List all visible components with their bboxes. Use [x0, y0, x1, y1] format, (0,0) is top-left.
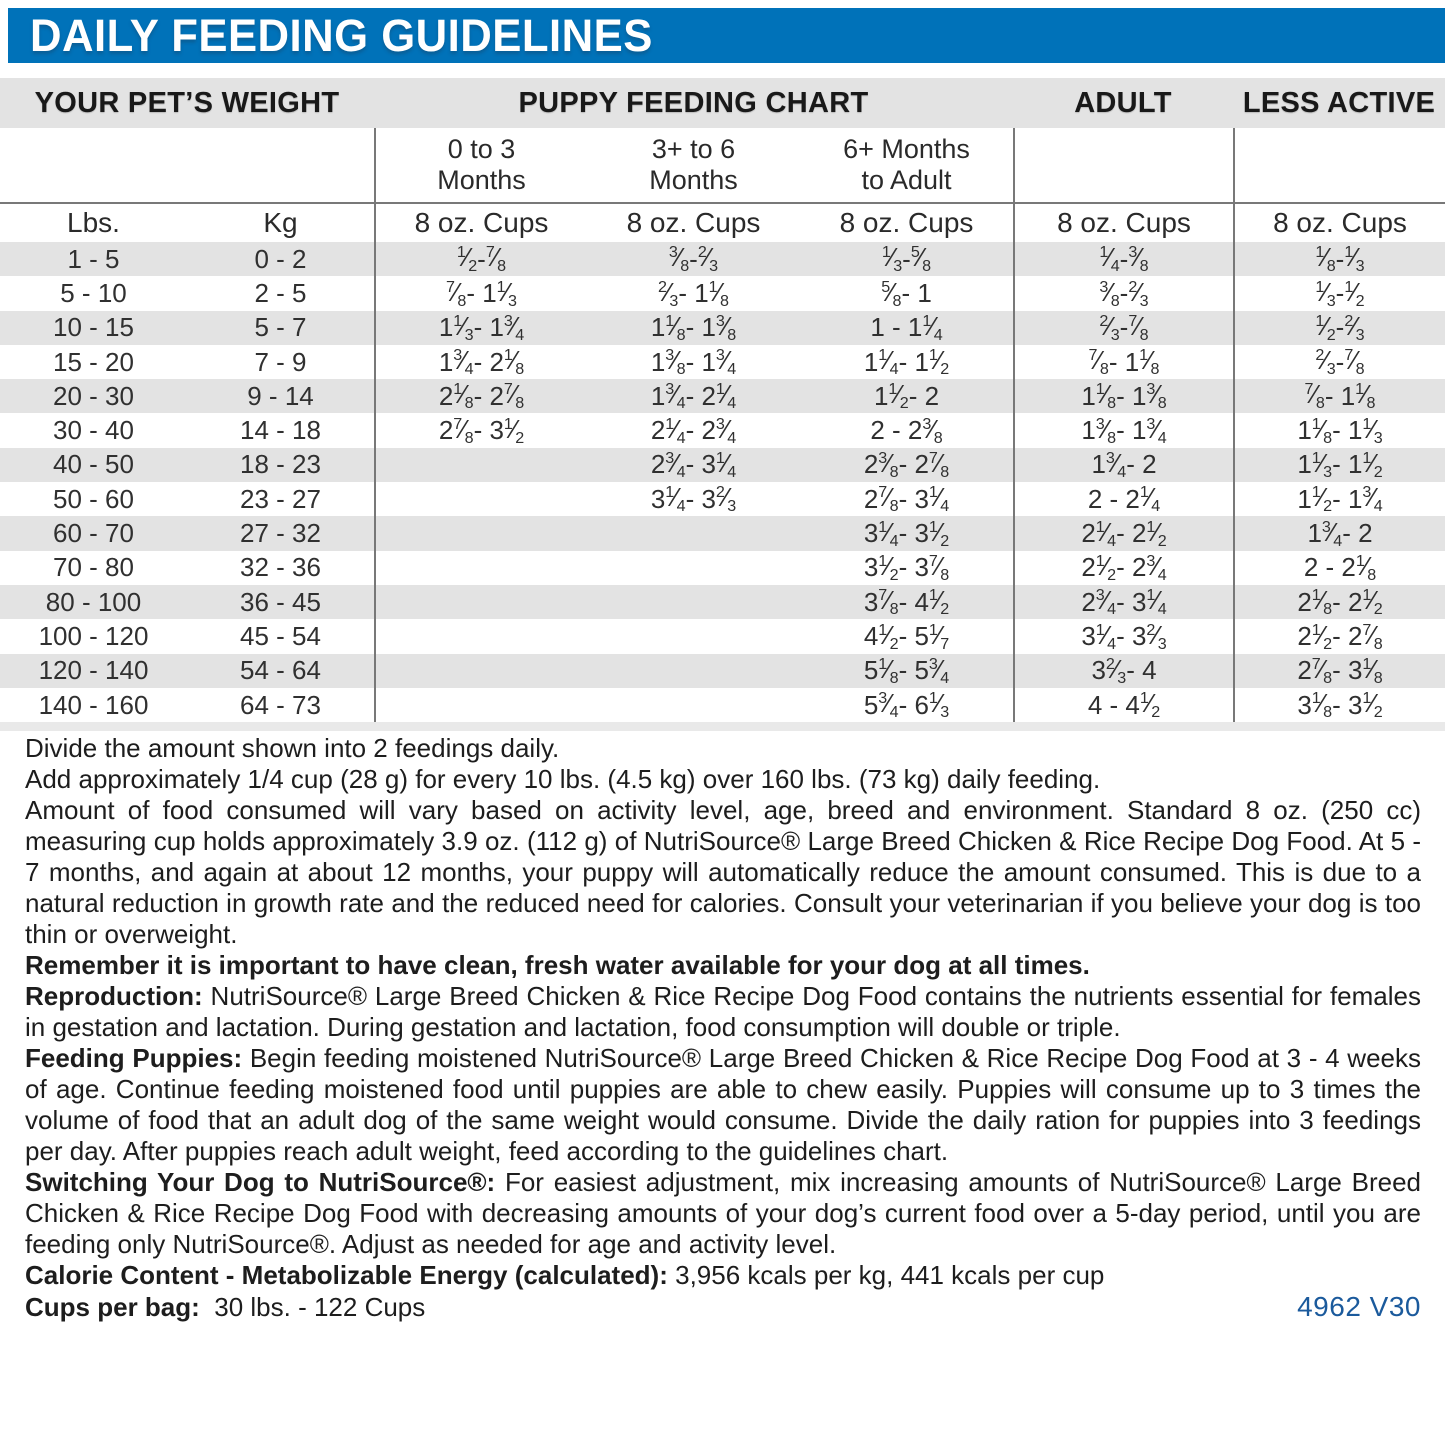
- cell-lbs: 70 - 80: [53, 552, 134, 583]
- cell-puppy-3-6: 2 $^3$⁄4 - 3 $^1$⁄4: [650, 448, 737, 481]
- cell-puppy-0-3: $^7$⁄8 - 1 $^1$⁄3: [374, 276, 587, 310]
- cell-puppy-0-3: 2 $^7$⁄8 - 3 $^1$⁄2: [374, 413, 587, 447]
- table-units-row: [0, 202, 1445, 242]
- cell-puppy-6-adult: 3 $^1$⁄2 - 3 $^7$⁄8: [863, 550, 950, 584]
- note-water-reminder: Remember it is important to have clean, fresh water available for your dog at all times.: [25, 950, 1090, 980]
- cell-puppy-0-3: $^1$⁄2 - $^7$⁄8: [374, 242, 587, 276]
- cell-puppy-0-3: 2 $^1$⁄8 - 2 $^7$⁄8: [374, 379, 587, 413]
- section-reproduction: Reproduction: NutriSource® Large Breed Chicken & Rice Recipe Dog Food contains the nutrients essential for females in gestation and lactation. During gestation and lactation, food consumption will double or triple.: [25, 981, 1421, 1042]
- cell-puppy-6-adult: 5 $^1$⁄8 - 5 $^3$⁄4: [863, 653, 950, 687]
- cell-kg: 27 - 32: [240, 518, 321, 549]
- month-col-0-3: 0 to 3 Months: [374, 128, 587, 202]
- note-add-quarter-cup: Add approximately 1/4 cup (28 g) for every 10 lbs. (4.5 kg) over 160 lbs. (73 kg) daily feeding.: [25, 764, 1101, 794]
- cell-adult: 2 $^1$⁄4 - 2 $^1$⁄2: [1013, 516, 1233, 550]
- table-row: [0, 276, 1445, 310]
- table-bottom-strip: [0, 722, 1445, 731]
- cell-puppy-0-3: [374, 516, 587, 550]
- unit-header-cups-4: 8 oz. Cups: [1013, 204, 1233, 242]
- section-feeding-puppies-lead: Feeding Puppies:: [25, 1043, 243, 1073]
- cell-lbs: 100 - 120: [38, 620, 149, 651]
- cell-adult: 2 $^3$⁄4 - 3 $^1$⁄4: [1013, 585, 1233, 619]
- cell-puppy-3-6: 2 $^1$⁄4 - 2 $^3$⁄4: [650, 413, 737, 447]
- cell-puppy-6-adult: 3 $^1$⁄4 - 3 $^1$⁄2: [863, 516, 950, 550]
- month-col-3-6: 3+ to 6 Months: [649, 134, 738, 195]
- cell-puppy-6-adult: 1 $^1$⁄2 - 2: [873, 379, 940, 413]
- table-row: [0, 688, 1445, 722]
- cell-kg: 9 - 14: [247, 380, 314, 411]
- cell-kg: 23 - 27: [240, 483, 321, 514]
- cell-kg: 54 - 64: [240, 655, 321, 686]
- cell-puppy-3-6: [587, 619, 800, 653]
- cell-puppy-6-adult: 3 $^7$⁄8 - 4 $^1$⁄2: [863, 585, 950, 619]
- cell-puppy-3-6: [587, 654, 800, 688]
- table-row: [0, 585, 1445, 619]
- cell-puppy-6-adult: 4 $^1$⁄2 - 5 $^1$⁄7: [863, 619, 950, 653]
- cell-puppy-6-adult: 5 $^3$⁄4 - 6 $^1$⁄3: [863, 688, 950, 721]
- cell-adult: 3 $^1$⁄4 - 3 $^2$⁄3: [1013, 619, 1233, 653]
- cell-lbs: 5 - 10: [60, 277, 127, 308]
- cell-lbs: 140 - 160: [38, 689, 149, 720]
- section-switching-lead: Switching Your Dog to NutriSource®:: [25, 1167, 496, 1197]
- cell-kg: 7 - 9: [254, 346, 307, 377]
- notes-block: [25, 733, 1421, 1323]
- month-col-adult-spacer: [1013, 128, 1233, 202]
- cell-less-active: 1 $^1$⁄2 - 1 $^3$⁄4: [1233, 482, 1445, 516]
- cell-puppy-3-6: 3 $^1$⁄4 - 3 $^2$⁄3: [650, 482, 737, 516]
- cell-kg: 45 - 54: [240, 620, 321, 651]
- cell-puppy-0-3: 1 $^1$⁄3 - 1 $^3$⁄4: [374, 311, 587, 345]
- cell-puppy-6-adult: 1 - 1 $^1$⁄4: [870, 310, 943, 344]
- table-row: [0, 482, 1445, 516]
- cell-kg: 0 - 2: [254, 243, 307, 274]
- cups-per-bag-line: Cups per bag: 30 lbs. - 122 Cups: [25, 1292, 426, 1322]
- cell-puppy-3-6: [587, 516, 800, 550]
- month-col-less-spacer: [1233, 128, 1445, 202]
- cell-puppy-6-adult: 2 $^7$⁄8 - 3 $^1$⁄4: [863, 482, 950, 516]
- cell-kg: 32 - 36: [240, 552, 321, 583]
- unit-header-cups-3: 8 oz. Cups: [839, 207, 974, 238]
- cell-puppy-0-3: [374, 448, 587, 482]
- cell-puppy-0-3: [374, 619, 587, 653]
- table-row: [0, 619, 1445, 653]
- table-row: [0, 345, 1445, 379]
- calorie-content-lead: Calorie Content - Metabolizable Energy (calculated):: [25, 1260, 668, 1290]
- group-header-pet-weight: YOUR PET’S WEIGHT: [34, 86, 340, 119]
- cell-puppy-3-6: [587, 585, 800, 619]
- table-row: [0, 311, 1445, 345]
- cell-adult: 1 $^3$⁄4 - 2: [1013, 448, 1233, 482]
- cell-less-active: 2 $^1$⁄8 - 2 $^1$⁄2: [1233, 585, 1445, 619]
- cell-puppy-0-3: [374, 654, 587, 688]
- unit-header-cups-1: 8 oz. Cups: [374, 204, 587, 242]
- cell-puppy-3-6: 1 $^3$⁄8 - 1 $^3$⁄4: [650, 345, 737, 378]
- cell-adult: $^7$⁄8 - 1 $^1$⁄8: [1013, 345, 1233, 379]
- month-col-6-adult: 6+ Months to Adult: [843, 134, 970, 195]
- group-header-less-active: LESS ACTIVE: [1242, 86, 1436, 119]
- cups-per-bag-lead: Cups per bag:: [25, 1292, 200, 1322]
- cell-lbs: 50 - 60: [53, 483, 134, 514]
- table-row: [0, 448, 1445, 482]
- cell-puppy-0-3: [374, 551, 587, 585]
- cell-puppy-0-3: [374, 482, 587, 516]
- title-bar: [8, 8, 1445, 63]
- cell-lbs: 40 - 50: [53, 449, 134, 480]
- page-title: DAILY FEEDING GUIDELINES: [30, 9, 653, 61]
- table-row: [0, 379, 1445, 413]
- unit-header-lbs: Lbs.: [67, 207, 120, 238]
- cell-lbs: 80 - 100: [45, 586, 142, 617]
- unit-header-kg: Kg: [263, 207, 298, 238]
- cell-adult: 2 - 2 $^1$⁄4: [1013, 482, 1233, 516]
- cell-puppy-3-6: [587, 688, 800, 722]
- unit-header-cups-5: 8 oz. Cups: [1233, 204, 1445, 242]
- section-switching: Switching Your Dog to NutriSource®: For easiest adjustment, mix increasing amounts of NutriSource® Large Breed Chicken & Rice Recipe Dog Food with decreasing amounts of your dog’s current food over a 5-day period, until you are feeding only NutriSource®. Adjust as needed for age and activity level.: [25, 1167, 1421, 1259]
- cell-kg: 14 - 18: [240, 415, 321, 446]
- table-row: [0, 551, 1445, 585]
- cell-less-active: $^7$⁄8 - 1 $^1$⁄8: [1233, 379, 1445, 413]
- note-general: Amount of food consumed will vary based on activity level, age, breed and environment. Standard 8 oz. (250 cc) measuring cup holds approximately 3.9 oz. (112 g) of NutriSource® Large Breed Chicken & Rice Recipe Dog Food. At 5 - 7 months, and again at about 12 months, your puppy will automatically reduce the amount consumed. This is due to a natural reduction in growth rate and the reduced need for calories. Consult your veterinarian if you believe your dog is too thin or overweight.: [25, 795, 1421, 949]
- cell-less-active: 1 $^1$⁄8 - 1 $^1$⁄3: [1233, 413, 1445, 447]
- cell-lbs: 120 - 140: [38, 655, 149, 686]
- table-row: [0, 413, 1445, 447]
- cell-lbs: 20 - 30: [53, 380, 134, 411]
- cell-puppy-3-6: $^2$⁄3 - 1 $^1$⁄8: [658, 276, 729, 310]
- cell-puppy-3-6: $^3$⁄8 - $^2$⁄3: [668, 242, 719, 276]
- table-row: [0, 654, 1445, 688]
- footer-code: 4962 V30: [1297, 1291, 1421, 1322]
- table-body: [0, 242, 1445, 722]
- cell-adult: $^2$⁄3 - $^7$⁄8: [1013, 311, 1233, 345]
- months-spacer: [0, 128, 374, 202]
- cell-puppy-6-adult: 2 $^3$⁄8 - 2 $^7$⁄8: [863, 448, 950, 481]
- cell-adult: 2 $^1$⁄2 - 2 $^3$⁄4: [1013, 551, 1233, 585]
- cell-less-active: 2 $^1$⁄2 - 2 $^7$⁄8: [1233, 619, 1445, 653]
- cell-lbs: 10 - 15: [53, 312, 134, 343]
- cell-adult: 3 $^2$⁄3 - 4: [1013, 654, 1233, 688]
- cups-per-bag-row: [25, 1291, 1421, 1323]
- cell-kg: 18 - 23: [240, 449, 321, 480]
- cell-lbs: 30 - 40: [53, 415, 134, 446]
- cell-puppy-3-6: [587, 551, 800, 585]
- section-reproduction-lead: Reproduction:: [25, 981, 203, 1011]
- table-group-header-band: [0, 78, 1445, 128]
- group-header-adult: ADULT: [1074, 86, 1172, 119]
- table-months-row: [0, 128, 1445, 202]
- cell-adult: 4 - 4 $^1$⁄2: [1013, 688, 1233, 722]
- calorie-content-line: Calorie Content - Metabolizable Energy (calculated): 3,956 kcals per kg, 441 kcals per cup: [25, 1260, 1105, 1290]
- cell-less-active: $^2$⁄3 - $^7$⁄8: [1233, 345, 1445, 379]
- table-row: [0, 516, 1445, 550]
- cell-puppy-0-3: 1 $^3$⁄4 - 2 $^1$⁄8: [374, 345, 587, 379]
- cell-less-active: 1 $^1$⁄3 - 1 $^1$⁄2: [1233, 448, 1445, 482]
- section-feeding-puppies: Feeding Puppies: Begin feeding moistened NutriSource® Large Breed Chicken & Rice Recipe Dog Food at 3 - 4 weeks of age. Continue feeding moistened food until puppies are able to chew easily. Puppies will consume up to 3 times the volume of food that an adult dog of the same weight would consume. Divide the daily ration for puppies into 3 feedings per day. After puppies reach adult weight, feed according to the guidelines chart.: [25, 1043, 1421, 1166]
- cell-lbs: 15 - 20: [53, 346, 134, 377]
- cell-lbs: 60 - 70: [53, 518, 134, 549]
- table-row: [0, 242, 1445, 276]
- cell-lbs: 1 - 5: [67, 243, 120, 274]
- cell-less-active: $^1$⁄3 - $^1$⁄2: [1233, 276, 1445, 310]
- cell-less-active: 2 $^7$⁄8 - 3 $^1$⁄8: [1233, 654, 1445, 688]
- cell-kg: 64 - 73: [240, 689, 321, 720]
- cell-puppy-6-adult: 1 $^1$⁄4 - 1 $^1$⁄2: [863, 345, 950, 378]
- group-header-puppy-chart: PUPPY FEEDING CHART: [518, 86, 869, 119]
- cell-adult: 1 $^3$⁄8 - 1 $^3$⁄4: [1013, 413, 1233, 447]
- cell-puppy-6-adult: 2 - 2 $^3$⁄8: [870, 413, 943, 447]
- cell-less-active: 2 - 2 $^1$⁄8: [1233, 551, 1445, 585]
- cell-less-active: 3 $^1$⁄8 - 3 $^1$⁄2: [1233, 688, 1445, 722]
- cell-adult: $^1$⁄4 - $^3$⁄8: [1013, 242, 1233, 276]
- note-divide-feedings: Divide the amount shown into 2 feedings daily.: [25, 733, 560, 763]
- cell-puppy-0-3: [374, 688, 587, 722]
- cell-kg: 5 - 7: [254, 312, 307, 343]
- cell-less-active: 1 $^3$⁄4 - 2: [1233, 516, 1445, 550]
- cell-puppy-0-3: [374, 585, 587, 619]
- cell-puppy-6-adult: $^1$⁄3 - $^5$⁄8: [881, 242, 932, 276]
- cell-kg: 2 - 5: [254, 277, 307, 308]
- unit-header-cups-2: 8 oz. Cups: [626, 207, 761, 238]
- cell-less-active: $^1$⁄8 - $^1$⁄3: [1233, 242, 1445, 276]
- cell-less-active: $^1$⁄2 - $^2$⁄3: [1233, 311, 1445, 345]
- cell-puppy-3-6: 1 $^3$⁄4 - 2 $^1$⁄4: [650, 379, 737, 413]
- cell-adult: 1 $^1$⁄8 - 1 $^3$⁄8: [1013, 379, 1233, 413]
- cell-adult: $^3$⁄8 - $^2$⁄3: [1013, 276, 1233, 310]
- cell-puppy-3-6: 1 $^1$⁄8 - 1 $^3$⁄8: [650, 310, 737, 344]
- cell-kg: 36 - 45: [240, 586, 321, 617]
- cell-puppy-6-adult: $^5$⁄8 - 1: [881, 276, 932, 310]
